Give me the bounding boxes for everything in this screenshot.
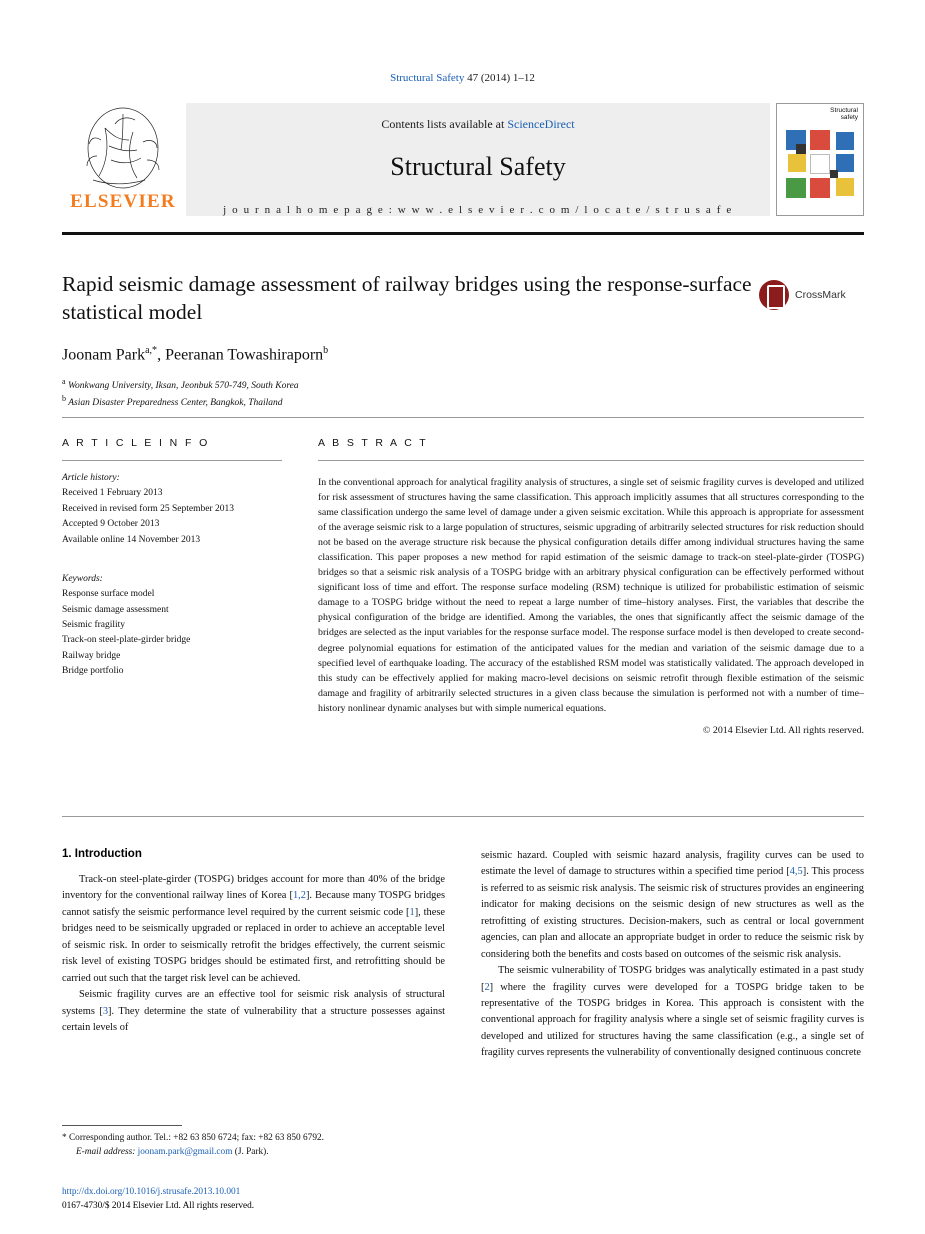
keyword-item: Track-on steel-plate-girder bridge — [62, 635, 191, 646]
article-info-column — [62, 437, 282, 680]
citation-link[interactable]: 2 — [484, 981, 490, 993]
journal-reference-title: Structural Safety — [390, 72, 465, 84]
elsevier-logo — [62, 103, 184, 222]
doi-link[interactable]: http://dx.doi.org/10.1016/j.strusafe.2013.10.001 — [62, 1187, 241, 1197]
article-history-item: Received in revised form 25 September 2013 — [62, 503, 235, 514]
article-history-item: Received 1 February 2013 — [62, 488, 163, 499]
article-info-rule — [62, 460, 282, 461]
author-2-affil-marker: b — [323, 344, 329, 356]
doi-block — [62, 1186, 462, 1214]
keyword-item: Seismic fragility — [62, 620, 126, 630]
journal-masthead — [62, 103, 864, 222]
crossmark-badge[interactable] — [759, 278, 863, 312]
cover-title — [777, 104, 863, 121]
article-history-title: Article history: — [62, 473, 120, 483]
section-heading-introduction: 1. Introduction — [62, 848, 142, 860]
contents-prefix: Contents lists available at — [381, 117, 508, 131]
keywords-title: Keywords: — [62, 573, 103, 584]
cover-title-line1: Structural — [830, 107, 858, 114]
paragraph: seismic hazard. Coupled with seismic hazard analysis, fragility curves can be used to estimate the level of damage to structures within a specified time period [4,5]. This process is referred to as seismic risk analysis. The seismic risk of structures provides an engineering indicator for making decisions on the seismic design of new structures as well as the retrofitting of existing structures. Decision-makers, such as central or local government agencies, can plan and allocate an appropriate budget in order to reduce the seismic risk by considering both the benefits and costs based on outcomes of the seismic risk analysis. — [481, 850, 865, 960]
email-line — [62, 1145, 445, 1159]
article-header — [62, 270, 762, 411]
article-info-heading: A R T I C L E I N F O — [62, 437, 210, 449]
journal-reference-details: 47 (2014) 1–12 — [464, 72, 535, 84]
journal-homepage[interactable]: j o u r n a l h o m e p a g e : w w w . e l s e v i e r . c o m / l o c a t e / s t r u s a f e — [223, 204, 733, 216]
paragraph: Seismic fragility curves are an effective tool for seismic risk analysis of structural systems [3]. They determine the state of vulnerability that a structure possesses against certain levels of — [62, 989, 445, 1033]
elsevier-wordmark: ELSEVIER — [70, 191, 176, 212]
citation-link[interactable]: 3 — [102, 1005, 109, 1017]
keyword-item: Response surface model — [62, 589, 155, 600]
cover-title-line2: safety — [840, 114, 858, 122]
header-divider — [62, 417, 864, 418]
affiliation-b: Asian Disaster Preparedness Center, Bangkok, Thailand — [66, 398, 283, 409]
author-separator: , — [157, 346, 166, 364]
citation-link[interactable]: 4,5 — [789, 866, 803, 878]
footnote-rule — [62, 1125, 182, 1126]
author-list — [62, 345, 762, 364]
body-column-left — [62, 848, 445, 1062]
author-1: Joonam Park — [62, 346, 146, 364]
journal-reference — [0, 72, 925, 84]
body-columns — [62, 848, 864, 1062]
paragraph: The seismic vulnerability of TOSPG bridges was analytically estimated in a past study [2] where the fragility curves were developed for a TOSPG bridge taken to be representative of the TOSPG bridges in Korea. This approach is consistent with the conventional approach for fragility analysis where a single set of seismic fragility curves is developed and utilized for structures having the same classification (e.g., a single set of fragility curves represents the vulnerability of conventionally designed continuous concrete — [481, 965, 864, 1059]
article-history-item: Available online 14 November 2013 — [62, 534, 201, 545]
email-link[interactable]: joonam.park@gmail.com — [137, 1147, 233, 1158]
citation-link[interactable]: 1,2 — [292, 890, 306, 902]
body-column-right — [481, 848, 864, 1062]
elsevier-tree-icon — [79, 106, 167, 190]
email-label: E-mail address: — [76, 1147, 136, 1158]
masthead-divider — [62, 232, 864, 235]
abstract-rule — [318, 460, 864, 461]
cover-artwork — [786, 130, 856, 202]
journal-cover-thumbnail — [776, 103, 864, 216]
crossmark-icon — [759, 280, 789, 310]
corresponding-author-note: * Corresponding author. Tel.: +82 63 850 6724; fax: +82 63 850 6792. — [62, 1133, 324, 1143]
citation-link[interactable]: 1 — [409, 906, 415, 918]
affiliation-a: Wonkwang University, Iksan, Jeonbuk 570-749, South Korea — [65, 381, 299, 392]
issn-copyright: 0167-4730/$ 2014 Elsevier Ltd. All rights reserved. — [62, 1200, 255, 1211]
abstract-column — [318, 437, 864, 736]
keyword-item: Railway bridge — [62, 650, 121, 661]
sciencedirect-link[interactable]: ScienceDirect — [507, 117, 575, 131]
email-suffix: (J. Park). — [232, 1147, 269, 1158]
contents-available-line — [186, 117, 770, 132]
keyword-item: Seismic damage assessment — [62, 604, 169, 615]
affiliation-b-marker: b — [62, 394, 66, 404]
article-history — [62, 471, 282, 548]
abstract-heading: A B S T R A C T — [318, 437, 429, 449]
abstract-divider — [62, 816, 864, 817]
keywords — [62, 572, 282, 680]
keyword-item: Bridge portfolio — [62, 666, 124, 677]
footnote — [62, 1131, 445, 1160]
affiliation-a-marker: a — [62, 377, 66, 387]
journal-title: Structural Safety — [390, 152, 566, 181]
abstract-text: In the conventional approach for analytical fragility analysis of structures, a single set of seismic fragility curves is developed and utilized for risk assessment of structures having the same classification. This approach implicitly assumes that all structures corresponding to the same classification undergo the same level of damage under a given seismic excitation. While this approach is appropriate for assessment of the average seismic risk to a large population of structures, seismic upgrading of arbitrarily selected structures for risk reduction should not be based on the average structure risk because the physical configuration details differ among individual structures having the same classification. This paper proposes a new method for rapid estimation of the seismic damage to track-on steel-plate-girder (TOSPG) bridges so that a seismic risk analysis of a TOSPG bridge with an arbitrary physical configuration can be effectively performed without significant loss of time and effort. The response surface modeling (RSM) technique is utilized for probabilistic estimation of seismic damage to a TOSPG bridge without the need to repeat a large number of time–history analyses. First, the variables that describe the physical configuration of the bridge are identified. Among the variables, the ones that significantly affect the seismic damage of the bridges are selected as the input variables for the response surface model. The response surface model is then developed to create second-degree polynomial equations for estimation of the anticipated values for the median and variation of the seismic damage due to a specified level of earthquake loading. The accuracy of the established RSM model was statistically validated. The approach developed in this study can be effectively applied for making macro-level decisions on seismic retrofit through flexible estimation of the seismic damage and fragility of arbitrarily selected structures in a given class because the simulation is performed not with a number of time–history nonlinear dynamic analyses but with simple numerical equations. — [318, 477, 864, 714]
paragraph: Track-on steel-plate-girder (TOSPG) bridges account for more than 40% of the bridge inventory for the conventional railway lines of Korea [1,2]. Because many TOSPG bridges cannot satisfy the seismic performance level required by the current seismic code [1], these bridges need to be seismically upgraded or replaced in order to achieve an acceptable level of seismic risk. In order to seismically retrofit the bridges effectively, the current seismic risk level of existing TOSPG bridges should be estimated first, and retrofitting should be carried out such that the target risk level can be achieved. — [62, 874, 445, 984]
article-history-item: Accepted 9 October 2013 — [62, 519, 160, 530]
author-1-affil-marker: a,* — [145, 344, 158, 356]
masthead-center — [186, 103, 770, 216]
author-2: Peeranan Towashiraporn — [165, 346, 324, 364]
abstract-copyright: © 2014 Elsevier Ltd. All rights reserved. — [702, 724, 864, 736]
affiliations — [62, 376, 762, 411]
page-title: Rapid seismic damage assessment of railway bridges using the response-surface statistical model — [62, 272, 752, 325]
crossmark-label: CrossMark — [795, 289, 846, 301]
